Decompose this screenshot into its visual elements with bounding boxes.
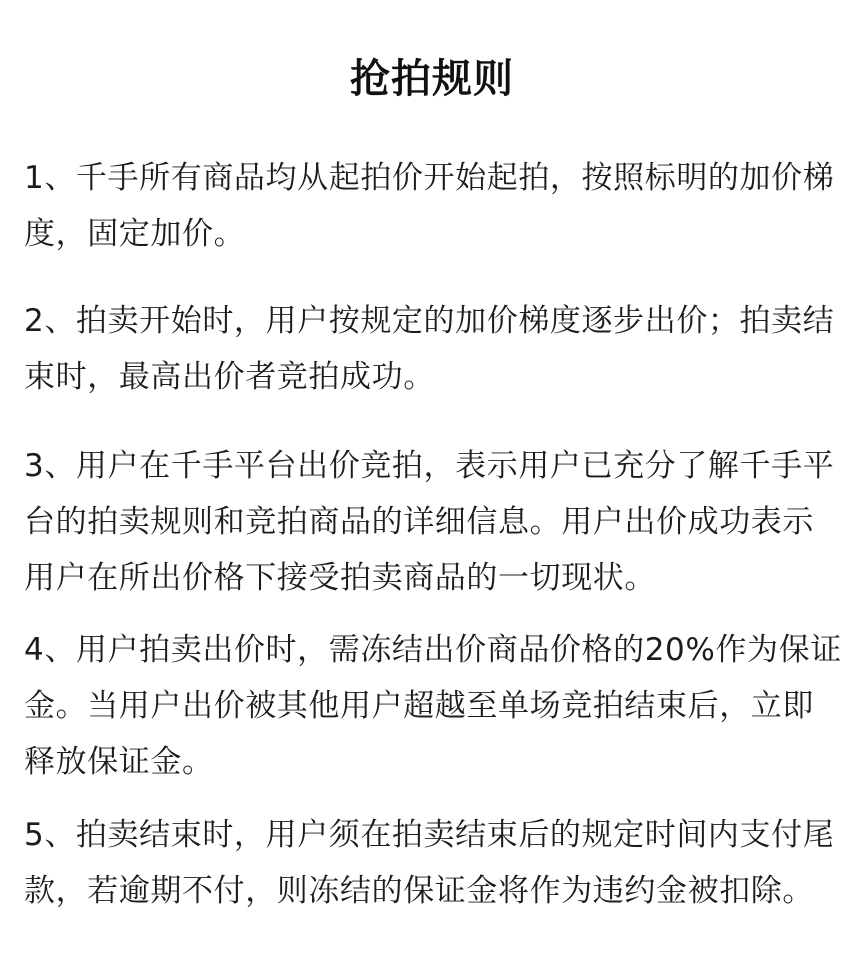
page-title: 抢拍规则 [350, 55, 514, 102]
rule-item-2: 2、拍卖开始时，用户按规定的加价梯度逐步出价；拍卖结束时，最高出价者竞拍成功。 [24, 303, 835, 395]
rule-item-5: 5、拍卖结束时，用户须在拍卖结束后的规定时间内支付尾款，若逾期不付，则冻结的保证金将作为违约金被扣除。 [24, 817, 835, 909]
rule-item-1: 1、千手所有商品均从起拍价开始起拍，按照标明的加价梯度，固定加价。 [24, 160, 835, 252]
rule-item-3: 3、用户在千手平台出价竞拍，表示用户已充分了解千手平台的拍卖规则和竞拍商品的详细信息。用户出价成功表示用户在所出价格下接受拍卖商品的一切现状。 [24, 448, 835, 596]
rule-item-4: 4、用户拍卖出价时，需冻结出价商品价格的20%作为保证金。当用户出价被其他用户超越至单场竞拍结束后，立即释放保证金。 [24, 632, 842, 780]
